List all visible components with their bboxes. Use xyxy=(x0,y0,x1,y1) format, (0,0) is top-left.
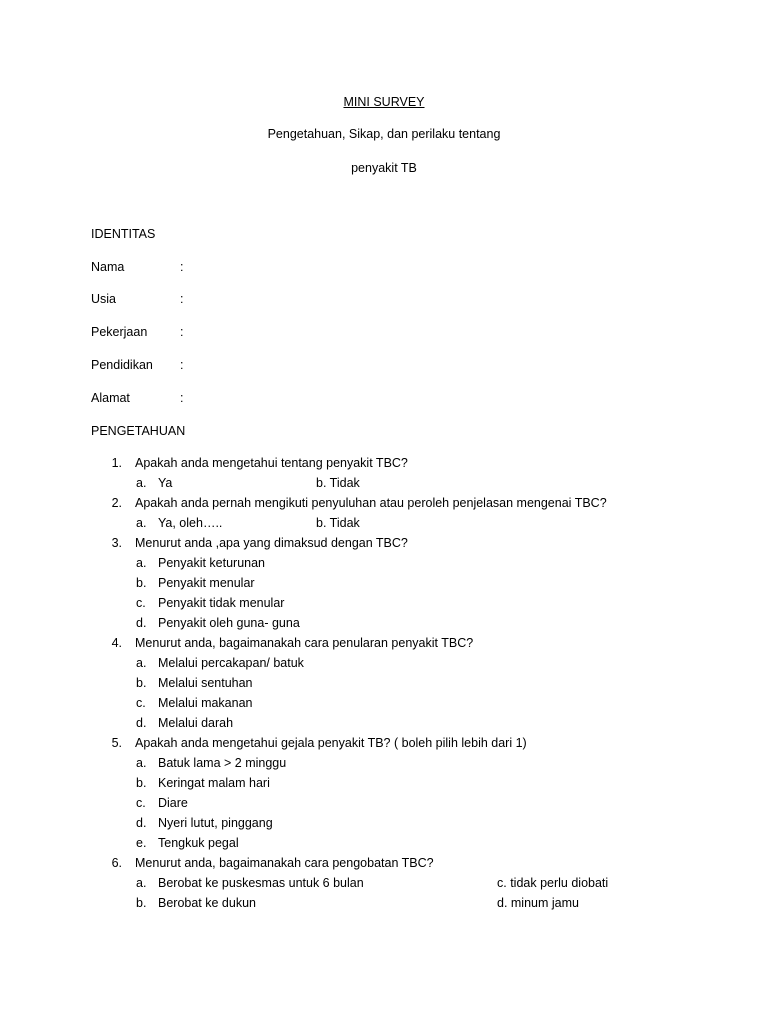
field-label-pendidikan: Pendidikan xyxy=(91,358,153,372)
option-text: Diare xyxy=(158,796,188,810)
option-text: Melalui makanan xyxy=(158,696,253,710)
question-text: Menurut anda ,apa yang dimaksud dengan TBC? xyxy=(135,536,408,550)
option-letter: b. xyxy=(136,676,147,690)
question-text: Menurut anda, bagaimanakah cara penularan penyakit TBC? xyxy=(135,636,474,650)
option-text: Melalui darah xyxy=(158,716,234,730)
option-text: Penyakit oleh guna- guna xyxy=(158,616,300,630)
question-number: 4. xyxy=(111,636,122,650)
field-colon: : xyxy=(180,325,184,339)
option-letter: c. xyxy=(136,796,146,810)
document-subtitle-line1: Pengetahuan, Sikap, dan perilaku tentang xyxy=(267,127,501,141)
option-letter: b. xyxy=(136,776,147,790)
option-letter: b. xyxy=(136,896,147,910)
option-text: Melalui sentuhan xyxy=(158,676,253,690)
pengetahuan-heading: PENGETAHUAN xyxy=(91,424,186,438)
document-title: MINI SURVEY xyxy=(343,95,425,109)
question-number: 3. xyxy=(111,536,122,550)
option-text: Ya, oleh….. xyxy=(158,516,223,530)
option-text: Penyakit menular xyxy=(158,576,255,590)
option-text: Penyakit tidak menular xyxy=(158,596,285,610)
option-text: Berobat ke dukun xyxy=(158,896,256,910)
question-text: Menurut anda, bagaimanakah cara pengobatan TBC? xyxy=(135,856,434,870)
option-letter: d. xyxy=(136,816,147,830)
document-subtitle-line2: penyakit TB xyxy=(351,161,417,175)
question-text: Apakah anda mengetahui gejala penyakit TB? ( boleh pilih lebih dari 1) xyxy=(135,736,527,750)
option-letter: a. xyxy=(136,516,147,530)
option-letter: d. xyxy=(136,716,147,730)
option-letter: a. xyxy=(136,656,147,670)
option-text: Batuk lama > 2 minggu xyxy=(158,756,287,770)
option-letter: d. xyxy=(136,616,147,630)
field-label-usia: Usia xyxy=(91,292,117,306)
field-label-pekerjaan: Pekerjaan xyxy=(91,325,148,339)
question-number: 5. xyxy=(111,736,122,750)
field-colon: : xyxy=(180,292,184,306)
option-letter: b. xyxy=(136,576,147,590)
option-text: Nyeri lutut, pinggang xyxy=(158,816,273,830)
field-colon: : xyxy=(180,358,184,372)
field-label-alamat: Alamat xyxy=(91,391,130,405)
option-letter: a. xyxy=(136,476,147,490)
option-letter: e. xyxy=(136,836,147,850)
option-letter: a. xyxy=(136,556,147,570)
field-label-nama: Nama xyxy=(91,260,125,274)
question-number: 2. xyxy=(111,496,122,510)
question-number: 6. xyxy=(111,856,122,870)
question-text: Apakah anda pernah mengikuti penyuluhan atau peroleh penjelasan mengenai TBC? xyxy=(135,496,607,510)
option-text: c. tidak perlu diobati xyxy=(497,876,609,890)
option-text: Ya xyxy=(158,476,173,490)
option-text: Berobat ke puskesmas untuk 6 bulan xyxy=(158,876,364,890)
option-letter: c. xyxy=(136,696,146,710)
identitas-heading: IDENTITAS xyxy=(91,227,156,241)
option-text: Keringat malam hari xyxy=(158,776,270,790)
field-colon: : xyxy=(180,391,184,405)
option-text: Melalui percakapan/ batuk xyxy=(158,656,304,670)
option-text: Tengkuk pegal xyxy=(158,836,239,850)
option-text: d. minum jamu xyxy=(497,896,579,910)
option-text: b. Tidak xyxy=(316,516,360,530)
option-letter: c. xyxy=(136,596,146,610)
option-text: Penyakit keturunan xyxy=(158,556,266,570)
option-text: b. Tidak xyxy=(316,476,360,490)
question-number: 1. xyxy=(111,456,122,470)
option-letter: a. xyxy=(136,876,147,890)
field-colon: : xyxy=(180,260,184,274)
question-text: Apakah anda mengetahui tentang penyakit TBC? xyxy=(135,456,408,470)
option-letter: a. xyxy=(136,756,147,770)
